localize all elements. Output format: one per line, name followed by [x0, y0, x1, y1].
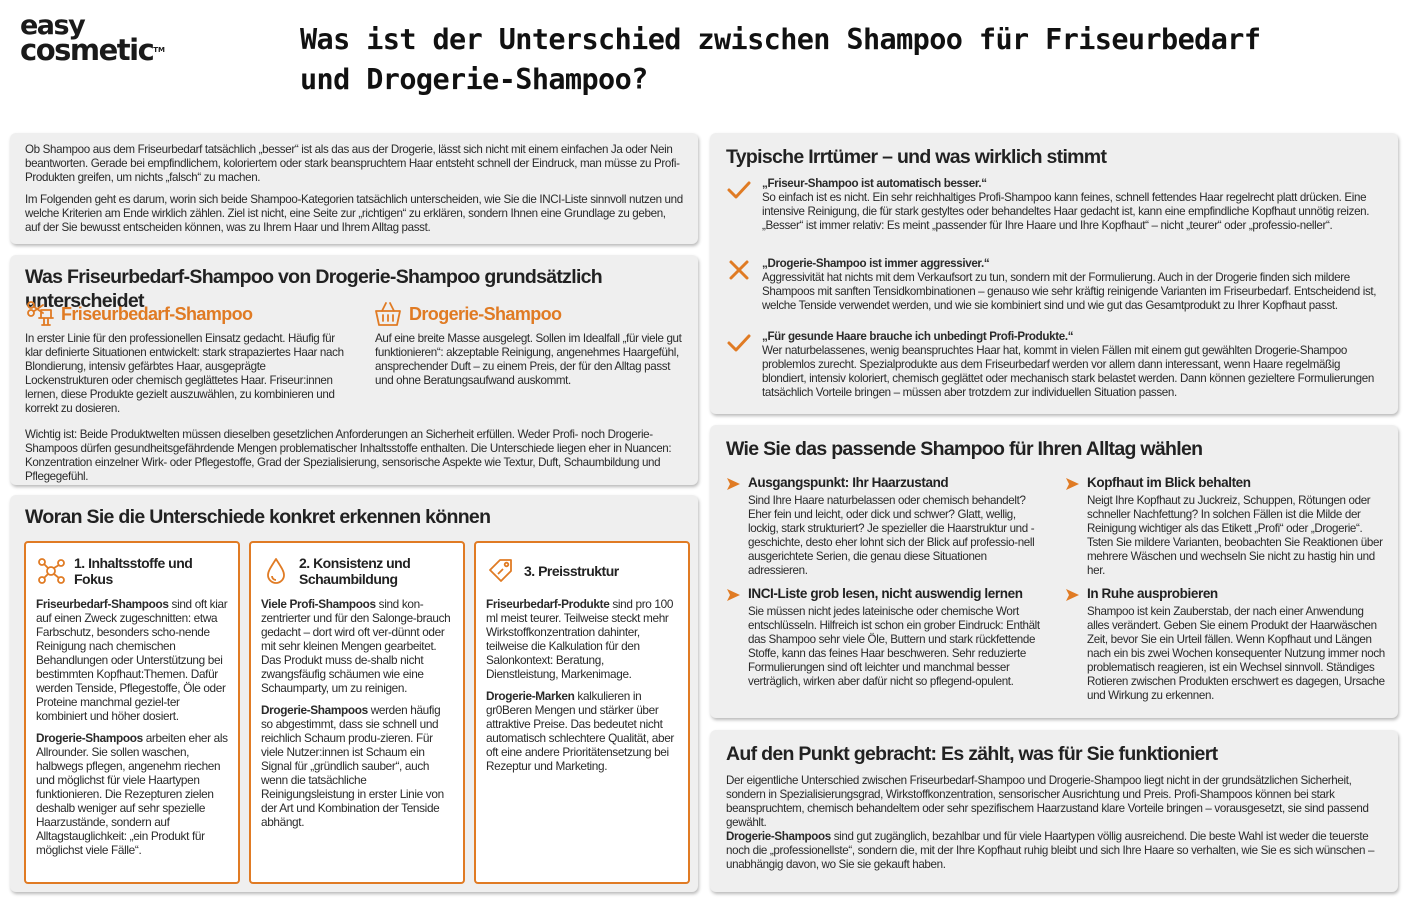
myth-item: „Friseur-Shampoo ist automatisch besser.“ So einfach ist es nicht. Ein sehr reichhaltiges Profi-Shampoo kann feines, schnell fettendes Haar regelrecht platt drücken. Eine intensive Reinigung, die für stark gestyltes oder behandeltes Haar gedacht ist, kann eine empfindliche Kopfhaut unnötig reizen. „Besser“ ist immer relativ: Es meint „passender für Ihre Haare und Ihre Kopfhaut“ – nicht „teurer“ oder „professio-neller“. — [726, 177, 1386, 233]
card-title: 1. Inhaltsstoffe und Fokus — [74, 555, 193, 587]
page-title: Was ist der Unterschied zwischen Shampoo für Friseurbedarf und Drogerie-Shampoo? — [300, 23, 1261, 96]
logo-line-2: cosmetic™ — [20, 33, 166, 67]
price-tag-icon — [486, 556, 516, 586]
section-heading: Woran Sie die Unterschiede konkret erkennen können — [25, 506, 491, 528]
drop-icon — [261, 556, 291, 586]
intro-paragraph-1: Ob Shampoo aus dem Friseurbedarf tatsächlich „besser“ ist als das aus der Drogerie, lässt sich nicht mit einem einfachen Ja oder Nein beantworten. Gerade bei empfindlichem, koloriertem oder stark beanspruchtem Haar entsteht schnell der Eindruck, man müsse zu Profi-Produkten greifen, um nichts „falsch“ zu machen. — [25, 143, 680, 184]
consistency-card: 2. Konsistenz und Schaumbildung Viele Profi-Shampoos sind kon-zentrierter und für den Salonge-brauch gedacht – dort wird oft ver-dünnt oder mit sehr kleinen Mengen gearbeitet. Das Produkt muss de-shalb nicht zwangsfäufig schäumen wie eine Schaumparty, um zu reinigen. Drogerie-Shampoos werden häufig so abgestimmt, dass sie schnell und reichlich Schaum produ-zieren. Für viele Nutzer:innen ist Schaum ein Signal für „gründlich sauber“, auch wenn die tatsächliche Reinigungsleistung in erster Linie von der Art und Kombination der Tenside abhängt. — [249, 541, 465, 884]
differences-panel — [10, 255, 698, 485]
arrow-right-icon — [726, 589, 740, 601]
professional-shampoo-subheading — [25, 300, 252, 328]
section-heading: Wie Sie das passende Shampoo für Ihren Alltag wählen — [726, 438, 1203, 460]
tip-item: INCI-Liste grob lesen, nicht auswendig lernen Sie müssen nicht jedes lateinische oder chemische Wort entschlüsseln. Hilfreich ist schon ein grober Eindruck: Enthält das Shampoo sehr viele Öle, Buttern und stark rückfettende Stoffe, kann das feines Haar beschweren. Sehr reduzierte Formulierungen sind oft leichter und manchmal besser verträglich, wirken aber dafür nicht so pflegend-opulent. — [726, 586, 1046, 689]
drugstore-shampoo-text: Auf eine breite Masse ausgelegt. Sollen im Idealfall „für viele gut funktionieren“: akzeptable Reinigung, angenehmes Haargefühl, ansprechender Duft – zu einem Preis, der für den Alltag passt und ohne Beratungsaufwand auskommt. — [375, 332, 682, 387]
card-title: 2. Konsistenz und Schaumbildung — [299, 555, 411, 587]
tip-item: Kopfhaut im Blick behalten Neigt Ihre Kopfhaut zu Juckreiz, Schuppen, Rötungen oder schneller Nachfettung? In solchen Fällen ist die Milde der Reinigung wichtiger als das Etikett „Profi“ oder „Drogerie“. Tsten Sie mildere Varianten, beobachten Sie Reaktionen über mehrere Wäschen und wechseln Sie nicht zu hastig hin und her. — [1065, 475, 1385, 578]
intro-paragraph-2: Im Folgenden geht es darum, worin sich beide Shampoo-Kategorien tatsächlich unterscheiden, wie Sie die INCI-Liste sinnvoll nutzen und welche Kriterien am Ende wirklich zählen. Ziel ist nicht, eine Seite zur „richtigen“ zu erklären, sondern Ihnen eine Grundlage zu geben, auf der Sie bewusst entscheiden können, was zu Ihrem Haar und Ihrem Alltag passt. — [25, 193, 683, 234]
section-heading: Auf den Punkt gebracht: Es zählt, was für Sie funktioniert — [726, 743, 1218, 765]
conclusion-paragraph-1: Der eigentliche Unterschied zwischen Friseurbedarf-Shampoo und Drogerie-Shampoo liegt nicht in der grundsätzlichen Sicherheit, sondern in Spezialisierungsgrad, Wirkstoffkonzentration, sensorischer Ausrichtung und Preis. Profi-Shampoos können bei stark beanspruchtem, chemisch behandeltem oder sehr spezifischem Haarzustand klare Vorteile bringen – vorausgesetzt, sie sind passend gewählt. — [726, 774, 1369, 829]
intro-panel — [10, 133, 698, 244]
myths-panel — [710, 133, 1398, 414]
drugstore-shampoo-subheading — [373, 300, 561, 328]
legal-note: Wichtig ist: Beide Produktwelten müssen dieselben gesetzlichen Anforderungen an Sicherheit erfüllen. Weder Profi- noch Drogerie-Shampoos dürfen gesundheitsgefährdende Mengen problematischer Inhaltsstoffe enthalten. Die Unterschiede liegen eher in Nuancen: Konzentration einzelner Wirk- oder Pflegestoffe, Grad der Spezialisierung, sensorische Aspekte wie Textur, Duft, Schaumbildung und Pflegegefühl. — [25, 428, 672, 483]
card-title: 3. Preisstruktur — [524, 563, 619, 579]
tip-item: Ausgangspunkt: Ihr Haarzustand Sind Ihre Haare naturbelassen oder chemisch behandelt? Eher fein und leicht, oder dick und schwer? Glatt, wellig, lockig, stark strukturiert? Je spezieller die Haarstruktur und -geschichte, desto eher lohnt sich der Blick auf professio-nell ausgerichtete Serien, die genau diese Situationen adressieren. — [726, 475, 1046, 578]
brand-logo — [20, 10, 180, 70]
professional-shampoo-title: Friseurbedarf-Shampoo — [61, 303, 253, 324]
cross-icon — [726, 257, 752, 283]
professional-shampoo-text: In erster Linie für den professionellen Einsatz gedacht. Häufig für klar definierte Situationen entwickelt: stark strapaziertes Haar nach Blondierung, intensiv gefärbtes Haar, ausgeprägte Lockenstrukturen oder chemisch geglättetes Haar. Friseur:innen lernen, diese Produkte gezielt auszuwählen, zu kombinieren und korrekt zu dosieren. — [25, 332, 344, 415]
ingredients-card: 1. Inhaltsstoffe und Fokus Friseurbedarf-Shampoos sind oft kiar auf einen Zweck zugeschnitten: etwa Farbschutz, besonders scho-nende Reinigung nach chemischen Behandlungen oder Unterstützung bei bestimmten Kopfhaut:Themen. Dafür werden Tenside, Pflegestoffe, Öle oder Proteine manchmal geziel-ter kombiniert und höher dosiert. Drogerie-Shampoos arbeiten eher als Allrounder. Sie sollen waschen, halbwegs pflegen, angenehm riechen und möglichst für viele Haartypen funktionieren. Die Rezepturen zielen deshalb weniger auf sehr spezielle Haarzustände, sondern auf Alltagstauglichkeit: „ein Produkt für möglichst viele Fälle“. — [24, 541, 240, 884]
choose-panel — [710, 425, 1398, 718]
section-heading: Was Friseurbedarf-Shampoo von Drogerie-Shampoo grundsätzlich unterscheidet — [25, 266, 603, 312]
molecule-icon — [36, 556, 66, 586]
price-card: 3. Preisstruktur Friseurbedarf-Produkte sind pro 100 ml meist teurer. Teilweise steckt mehr Wirkstoffkonzentration dahinter, teilweise die Kalkulation für den Salonkontext: Beratung, Dienstleistung, Markenimage. Drogerie-Marken kalkulieren in gr0Beren Mengen und stärker über attraktive Preise. Das bedeutet nicht automatisch schlechtere Qualität, aber oft eine andere Prioritätensetzung bei Rezeptur und Marketing. — [474, 541, 690, 884]
check-icon — [726, 330, 752, 356]
section-heading: Typische Irrtümer – und was wirklich stimmt — [726, 146, 1107, 168]
myth-item: „Drogerie-Shampoo ist immer aggressiver.“ Aggressivität hat nichts mit dem Verkaufsort zu tun, sondern mit der Formulierung. Auch in der Drogerie finden sich mildere Shampoos mit sanften Tensidkombinationen – genauso wie sehr kräftig reinigende Varianten im Friseurbedarf. Entscheidend ist, welche Tenside verwendet werden, und wie sie kombiniert sind und wie gut das Gesamtprodukt zu Ihrer Kopfhaut passt. — [726, 257, 1386, 313]
myth-item: „Für gesunde Haare brauche ich unbedingt Profi-Produkte.“ Wer naturbelassenes, wenig beanspruchtes Haar hat, kommt in vielen Fällen mit einem gut gewählten Drogerie-Shampoo problemlos zurecht. Spezialprodukte aus dem Friseurbedarf werden vor allem dann interessant, wenn Haare regelmäßig blondiert, intensiv koloriert, chemisch geglättet oder mechanisch stark belastet werden. Dann können gezieltere Formulierungen tatsächlich Vorteile bringen – müssen aber trotzdem zur individuellen Situation passen. — [726, 330, 1386, 400]
check-icon — [726, 177, 752, 203]
drugstore-shampoo-title: Drogerie-Shampoo — [409, 303, 562, 324]
arrow-right-icon — [1065, 589, 1079, 601]
tip-item: In Ruhe ausprobieren Shampoo ist kein Zauberstab, der nach einer Anwendung alles verändert. Geben Sie einem Produkt der Haarwäschen Zeit, bevor Sie ein Urteil fällen. Wenn Kopfhaut und Längen nach ein bis zwei Wochen konsequenter Nutzung immer noch problematisch reagieren, ist ein Wechsel sinnvoll. Ständiges Rotieren zwischen Produkten erschwert es dagegen, Ursache und Wirkung zu erkennen. — [1065, 586, 1385, 703]
arrow-right-icon — [1065, 478, 1079, 490]
shopping-basket-icon — [373, 300, 403, 328]
arrow-right-icon — [726, 478, 740, 490]
salon-chair-icon — [25, 300, 55, 328]
conclusion-panel — [710, 730, 1398, 892]
conclusion-paragraph-2: Drogerie-Shampoos sind gut zugänglich, bezahlbar und für viele Haartypen völlig ausreichend. Die beste Wahl ist weder die teuerste noch die „professionellste“, sondern die, mit der Ihre Kopfhaut ruhig bleibt und sich Ihre Haare so verhalten, wie Sie es sich wünschen – unabhängig davon, wo Sie sie gekauft haben. — [726, 830, 1375, 871]
recognition-panel — [10, 495, 698, 892]
logo-line-1: easy — [20, 10, 85, 41]
